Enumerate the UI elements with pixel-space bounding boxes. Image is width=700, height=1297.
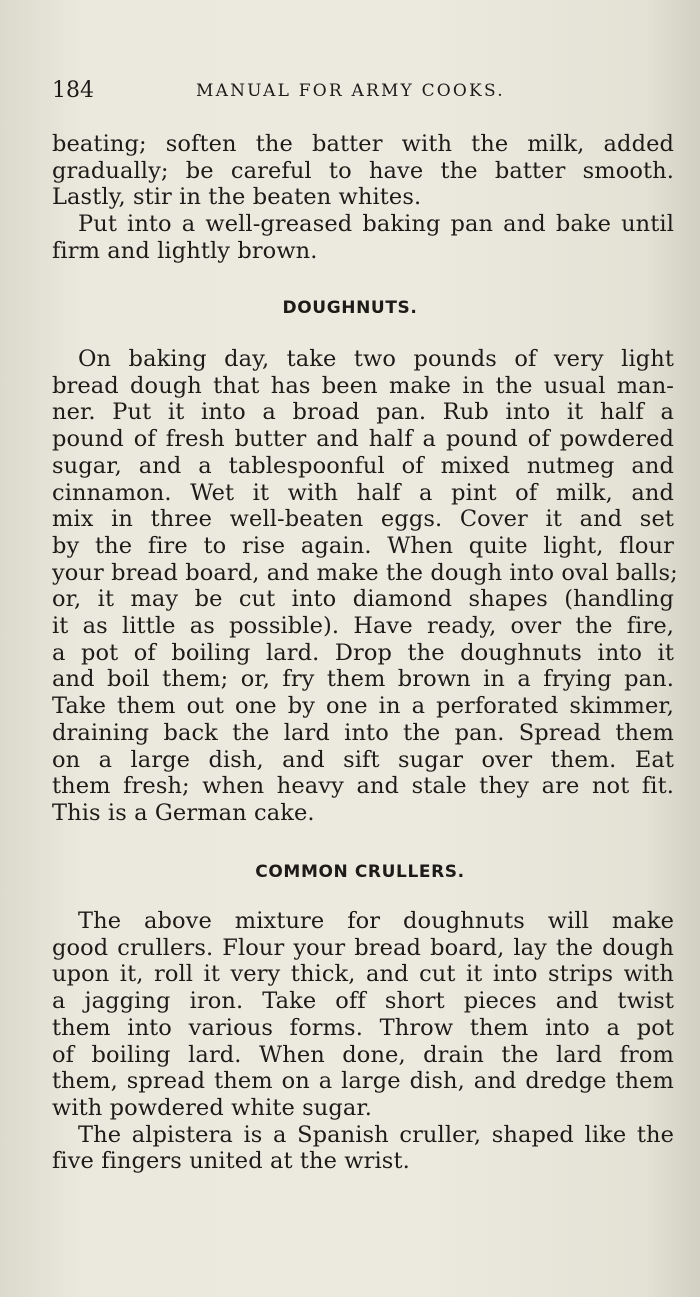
text-line: them into various forms. Throw them into a pot: [52, 1014, 674, 1041]
text-line: Put into a well-greased baking pan and bake until: [78, 211, 674, 238]
text-line: The alpistera is a Spanish cruller, shaped like the: [78, 1121, 674, 1148]
section-title-doughnuts: DOUGHNUTS.: [282, 298, 418, 318]
text-line: by the fire to rise again. When quite light, flour: [52, 532, 674, 559]
text-line: mix in three well-beaten eggs. Cover it and set: [52, 506, 674, 533]
text-line: Take them out one by one in a perforated skimmer,: [52, 693, 674, 720]
text-line: beating; soften the batter with the milk, added: [52, 131, 674, 157]
text-line: firm and lightly brown.: [52, 237, 318, 264]
text-line: your bread board, and make the dough into oval balls;: [52, 559, 678, 586]
page-number: 184: [52, 78, 94, 103]
text-line: them, spread them on a large dish, and dredge them: [52, 1068, 674, 1095]
section-title-crullers: COMMON CRULLERS.: [255, 862, 465, 882]
text-line: a pot of boiling lard. Drop the doughnuts into it: [52, 639, 674, 666]
text-line: upon it, roll it very thick, and cut it into strips with: [52, 961, 674, 988]
text-line: ner. Put it into a broad pan. Rub into it half a: [52, 399, 674, 426]
text-line: sugar, and a tablespoonful of mixed nutmeg and: [52, 452, 674, 479]
text-line: On baking day, take two pounds of very light: [78, 346, 674, 372]
text-line: cinnamon. Wet it with half a pint of milk, and: [52, 479, 674, 506]
text-line: and boil them; or, fry them brown in a frying pan.: [52, 666, 674, 693]
intro-text: [52, 131, 674, 265]
text-line: Lastly, stir in the beaten whites.: [52, 184, 422, 211]
text-line: on a large dish, and sift sugar over them. Eat: [52, 746, 674, 773]
text-line: gradually; be careful to have the batter smooth.: [52, 157, 674, 184]
text-line: five fingers united at the wrist.: [52, 1148, 410, 1175]
text-line: or, it may be cut into diamond shapes (handling: [52, 586, 674, 613]
text-line: good crullers. Flour your bread board, lay the dough: [52, 934, 674, 961]
text-line: of boiling lard. When done, drain the lard from: [52, 1041, 674, 1068]
text-line: it as little as possible). Have ready, over the fire,: [52, 613, 674, 640]
page-header: [52, 78, 672, 108]
text-line: The above mixture for doughnuts will make: [78, 908, 674, 934]
text-line: draining back the lard into the pan. Spread them: [52, 719, 674, 746]
text-line: a jagging iron. Take off short pieces and twist: [52, 988, 674, 1015]
doughnuts-text: [52, 346, 678, 827]
text-line: bread dough that has been make in the usual man-: [52, 372, 674, 399]
crullers-text: [52, 908, 674, 1175]
text-line: This is a German cake.: [52, 799, 315, 826]
text-line: them fresh; when heavy and stale they are not fit.: [52, 773, 674, 800]
text-line: with powdered white sugar.: [52, 1094, 373, 1121]
text-line: pound of fresh butter and half a pound of powdered: [52, 426, 674, 453]
running-title: MANUAL FOR ARMY COOKS.: [196, 81, 505, 101]
